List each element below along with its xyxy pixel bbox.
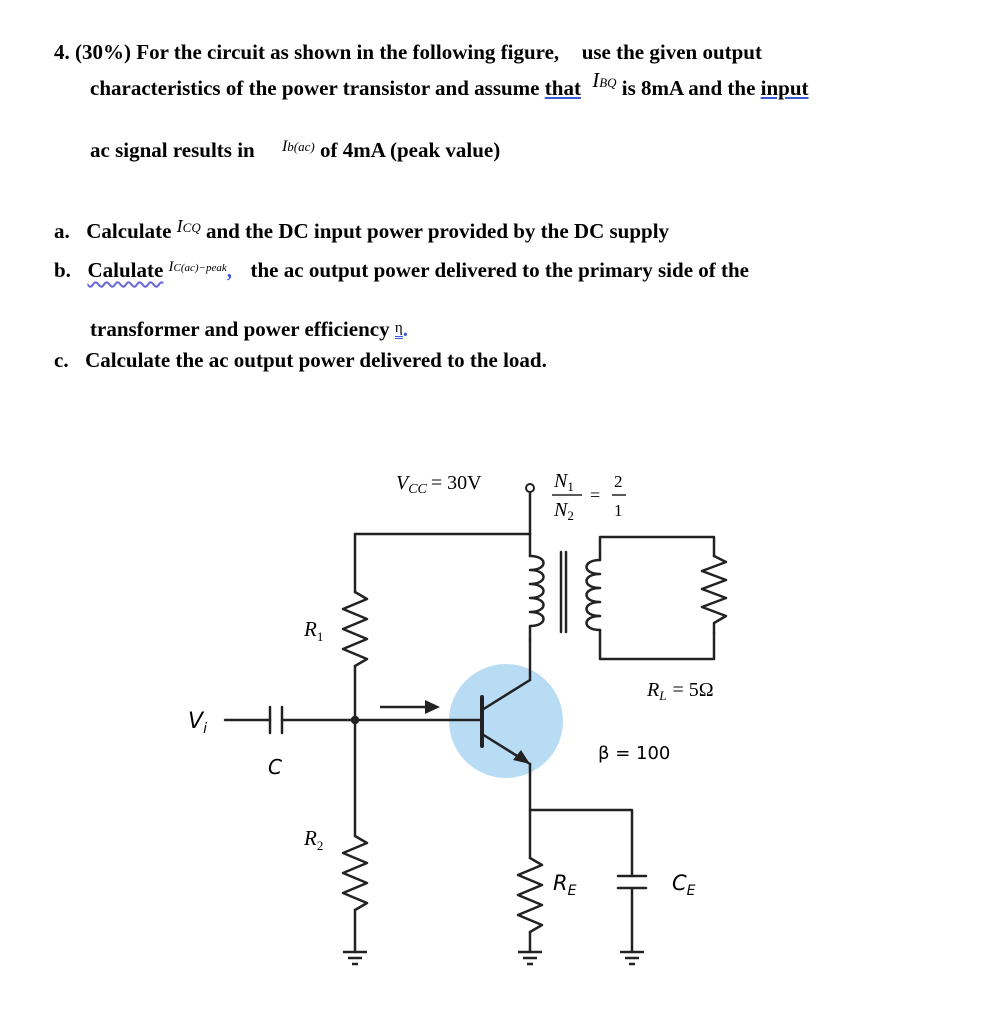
part-a-text-2: and the DC input power provided by the DC supply <box>205 219 670 243</box>
eta-symbol: η <box>395 320 403 339</box>
base-node-dot <box>352 717 358 723</box>
c-label: C <box>268 755 282 779</box>
ce-capacitor <box>618 876 646 888</box>
problem-intro-1: For the circuit as shown in the following figure, <box>136 40 560 64</box>
ground-re <box>518 952 542 964</box>
problem-line2-b: is 8mA and the <box>621 76 756 100</box>
ibq-symbol: IBQ <box>592 68 617 92</box>
problem-weight: (30%) <box>75 40 131 64</box>
ground-r2 <box>343 952 367 964</box>
part-c-label: c. <box>54 348 69 372</box>
ce-label: $C_E$ <box>672 871 696 899</box>
primary-coil <box>530 556 544 640</box>
beta-label: β = 100 <box>598 743 671 764</box>
re-resistor <box>518 858 542 932</box>
ground-ce <box>620 952 644 964</box>
vcc-label: $V_{CC} = 30V$ <box>396 472 482 497</box>
ratio-den: 1 <box>614 501 623 520</box>
icq-symbol: ICQ <box>176 216 201 236</box>
re-label: $R_E$ <box>553 871 577 899</box>
secondary-coil <box>587 560 601 630</box>
rl-label: $R_L = 5\Omega$ <box>647 679 714 703</box>
problem-that: that <box>544 76 581 100</box>
secondary-loop <box>600 537 714 659</box>
r2-label: $R_2$ <box>304 826 324 853</box>
r1-label: $R_1$ <box>304 617 324 644</box>
base-current-arrowhead <box>425 700 440 714</box>
r2-resistor <box>343 836 367 910</box>
problem-line3-b: of 4mA (peak value) <box>319 138 501 162</box>
vcc-terminal <box>526 484 534 492</box>
n2-label: $N_2$ <box>554 499 574 523</box>
capacitor-c <box>270 707 282 733</box>
part-a-label: a. <box>54 219 70 243</box>
part-b-end: . <box>402 317 408 341</box>
part-b-text-2: the ac output power delivered to the primary side of the <box>250 258 750 282</box>
ratio-equals: = <box>590 485 601 505</box>
part-b-text-1: Calulate <box>87 258 164 282</box>
transformer-core <box>561 552 566 632</box>
problem-input: input <box>760 76 809 100</box>
r1-resistor <box>343 592 367 666</box>
vi-label: $V_i$ <box>188 709 207 737</box>
ic-peak-symbol: IC(ac)−peak <box>168 259 227 275</box>
problem-line3-a: ac signal results in <box>90 138 255 162</box>
part-b-label: b. <box>54 258 71 282</box>
part-c-text-1: Calculate the ac output power delivered to the load. <box>85 348 547 372</box>
part-a-text-1: Calculate <box>86 219 172 243</box>
problem-line2-a: characteristics of the power transistor and assume <box>90 76 540 100</box>
ratio-num: 2 <box>614 472 623 491</box>
n1-label: $N_1$ <box>554 470 574 494</box>
vcc-rail <box>355 493 530 534</box>
problem-number: 4. <box>54 40 70 64</box>
rl-resistor <box>702 556 726 633</box>
problem-intro-2: use the given output <box>581 40 762 64</box>
part-b-text-3: transformer and power efficiency <box>90 317 390 341</box>
part-b-comma: , <box>226 258 232 282</box>
emitter-wire <box>530 764 632 876</box>
ib-symbol: Ib(ac) <box>281 138 315 155</box>
